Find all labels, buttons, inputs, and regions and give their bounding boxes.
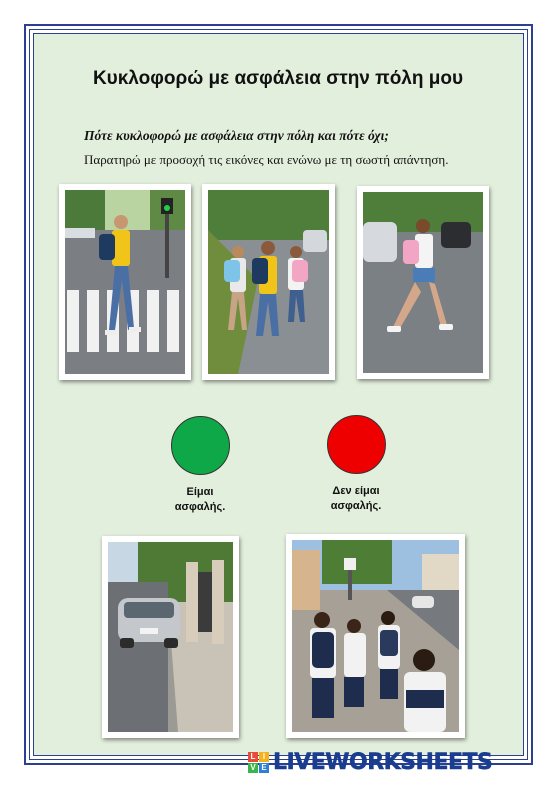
photo-car-on-sidewalk[interactable]	[102, 536, 239, 738]
children-walking-on-road-edge-icon	[208, 190, 329, 374]
photo-boy-crossing[interactable]	[59, 184, 191, 380]
photo-children-road-edge[interactable]	[202, 184, 335, 380]
liveworksheets-logo-text: LIVEWORKSHEETS	[273, 749, 493, 775]
photo-students-on-sidewalk[interactable]	[286, 534, 465, 738]
logo-letter-e: E	[259, 763, 269, 773]
unsafe-answer-label	[316, 484, 396, 514]
car-parked-on-sidewalk-icon	[108, 542, 233, 732]
students-walking-on-sidewalk-icon	[292, 540, 459, 732]
boy-crossing-at-zebra-crossing-icon	[65, 190, 185, 374]
safe-answer-line1: Είμαι	[186, 486, 214, 498]
unsafe-answer-line2: ασφαλής.	[330, 500, 382, 512]
worksheet-instruction: Παρατηρώ με προσοχή τις εικόνες και ενώνω με τη σωστή απάντηση.	[84, 152, 449, 167]
safe-answer-circle[interactable]	[171, 416, 230, 475]
girl-walking-in-street-icon	[363, 192, 483, 373]
worksheet-title: Κυκλοφορώ με ασφάλεια στην πόλη μου	[92, 68, 464, 89]
logo-letter-l: L	[248, 752, 258, 762]
liveworksheets-logo	[248, 747, 492, 777]
safe-answer-label	[160, 485, 240, 515]
unsafe-answer-line1: Δεν είμαι	[332, 485, 380, 497]
liveworksheets-logo-mark	[248, 752, 269, 773]
logo-letter-v: V	[248, 763, 258, 773]
logo-letter-i: I	[259, 752, 269, 762]
safe-answer-line2: ασφαλής.	[174, 501, 226, 513]
worksheet-question: Πότε κυκλοφορώ με ασφάλεια στην πόλη και πότε όχι;	[84, 128, 389, 143]
unsafe-answer-circle[interactable]	[327, 415, 386, 474]
photo-girl-in-street[interactable]	[357, 186, 489, 379]
